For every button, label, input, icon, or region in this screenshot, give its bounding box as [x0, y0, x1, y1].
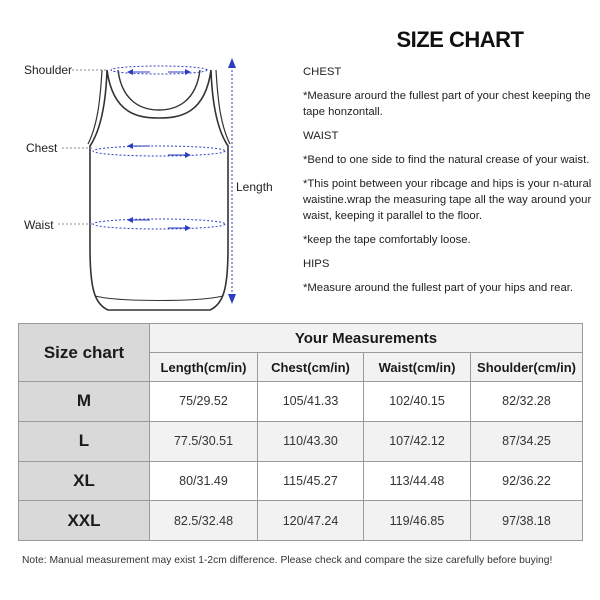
neckline-trim: [118, 70, 200, 110]
size-chart-corner: Size chart: [19, 324, 150, 382]
table-row: [19, 382, 583, 422]
table-cell: 120/47.24: [258, 501, 364, 541]
tank-top-outline: [90, 70, 228, 310]
page-title: SIZE CHART: [396, 27, 524, 52]
hips-instruction: *Measure around the fullest part of your hips and rear.: [303, 282, 574, 294]
column-header-shoulder: Shoulder(cm/in): [471, 353, 583, 382]
table-cell: 105/41.33: [258, 382, 364, 422]
measurement-instructions: [303, 64, 593, 304]
hips-heading: HIPS: [303, 258, 330, 270]
table-cell: 115/45.27: [258, 461, 364, 501]
table-cell: 119/46.85: [364, 501, 471, 541]
table-cell: 107/42.12: [364, 421, 471, 461]
column-header-length: Length(cm/in): [150, 353, 258, 382]
waist-instruction-1: *Bend to one side to find the natural crease of your waist.: [303, 154, 590, 166]
size-table: [18, 323, 583, 541]
table-cell: 92/36.22: [471, 461, 583, 501]
table-cell: 113/44.48: [364, 461, 471, 501]
waist-instruction-3: *keep the tape comfortably loose.: [303, 234, 471, 246]
waist-label: Waist: [24, 218, 54, 232]
length-arrow-bottom: [228, 294, 236, 304]
table-cell: 82.5/32.48: [150, 501, 258, 541]
waist-heading: WAIST: [303, 130, 339, 142]
table-cell: 77.5/30.51: [150, 421, 258, 461]
table-row: [19, 501, 583, 541]
table-cell: 102/40.15: [364, 382, 471, 422]
table-cell: 80/31.49: [150, 461, 258, 501]
length-label: Length: [236, 180, 273, 194]
column-header-waist: Waist(cm/in): [364, 353, 471, 382]
shoulder-label: Shoulder: [24, 63, 73, 77]
table-cell: 110/43.30: [258, 421, 364, 461]
size-label: XXL: [19, 501, 150, 541]
chest-instruction: *Measure arourd the fullest part of your chest keeping the tape honzontall.: [303, 90, 591, 118]
table-row: [19, 421, 583, 461]
shoulder-measure-ellipse: [111, 66, 207, 74]
table-cell: 82/32.28: [471, 382, 583, 422]
size-label: M: [19, 382, 150, 422]
waist-instruction-2: *This point between your ribcage and hips is your n-atural waistine.wrap the measuring tape all the way around your waist, keeping it parallel to the floor.: [303, 178, 592, 222]
table-cell: 97/38.18: [471, 501, 583, 541]
disclaimer-note: Note: Manual measurement may exist 1-2cm difference. Please check and compare the size carefully before buying!: [22, 555, 553, 566]
chest-heading: CHEST: [303, 66, 342, 78]
table-cell: 75/29.52: [150, 382, 258, 422]
length-arrow-top: [228, 58, 236, 68]
size-label: L: [19, 421, 150, 461]
your-measurements-header: Your Measurements: [150, 324, 583, 353]
column-header-chest: Chest(cm/in): [258, 353, 364, 382]
table-row: [19, 461, 583, 501]
chest-label: Chest: [26, 141, 58, 155]
table-cell: 87/34.25: [471, 421, 583, 461]
size-label: XL: [19, 461, 150, 501]
